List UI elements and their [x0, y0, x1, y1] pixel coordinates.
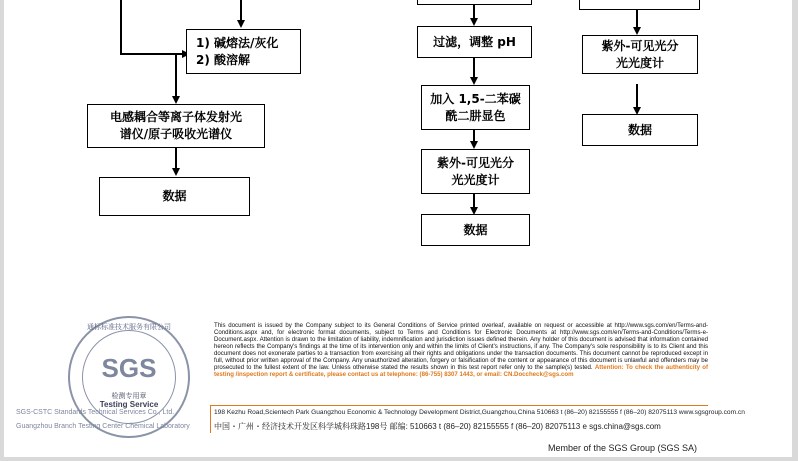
arrow-down-icon [470, 18, 478, 26]
step-data-text: 数据 [627, 122, 652, 137]
step-data-left [99, 177, 250, 216]
seal-ring-text: 通标标准技术服务有限公司 [87, 323, 171, 331]
disclaimer-text: This document is issued by the Company subject to its General Conditions of Service printed overleaf, available on request or accessible at http://www.sgs.com/en/Terms-and-Conditions.aspx and, for electronic format documents, subject to Terms and Conditions for Electronic Documents at http://www.sgs.com/en/Terms-and-Conditions/Terms-e-Document.aspx. Attention is drawn to the limitation of liability, indemnification and jurisdiction issues defined therein. Any holder of this document is advised that information contained hereon reflects the Company's findings at the time of its intervention only and within the limits of Client's instructions, if any. The Company's sole responsibility is to its Client and this document does not exonerate parties to a transaction from exercising all their rights and obligations under the transaction documents. This document cannot be reproduced except in full, without prior written approval of the Company. Any unauthorized alteration, forgery or falsification of the content or appearance of this document is unlawful and offenders may be prosecuted to the fullest extent of the law. Unless otherwise stated the results shown in this test report refer only to the sample(s) tested. [214, 322, 708, 371]
arrow-down-icon [237, 20, 245, 28]
step-data-right [582, 114, 698, 146]
arrow-down-icon [470, 141, 478, 149]
connector-line [240, 0, 242, 20]
step-instrument-icp [87, 104, 265, 148]
arrow-down-icon [470, 77, 478, 85]
attention-notice: Attention: To check the authenticity of testing /inspection report & certificate, please contact us at telephone: (86-755) 8307 1443, or email: CN.Doccheck@sgs.com [214, 364, 709, 378]
step-uv-right [582, 35, 698, 74]
step-uv-text: 紫外-可见光分 光光度计 [437, 155, 514, 187]
connector-line [473, 5, 475, 19]
footer-divider [210, 405, 708, 406]
connector-line [473, 194, 475, 208]
sgs-logo: SGS [101, 353, 157, 383]
step-data-text: 数据 [463, 222, 488, 237]
seal-company-branch: Guangzhou Branch Testing Center Chemical Laboratory [16, 423, 190, 430]
step-uv-text: 紫外-可见光分 光光度计 [601, 38, 679, 70]
footer-divider-vertical [210, 405, 211, 433]
testing-seal [68, 316, 190, 438]
step-top-right [579, 0, 700, 10]
step-instrument-text: 电感耦合等离子体发射光 谱仪/原子吸收光谱仪 [109, 110, 242, 141]
sgs-member-note: Member of the SGS Group (SGS SA) [548, 443, 698, 453]
step-digestion-text: 1) 碱熔法/灰化 2) 酸溶解 [196, 35, 279, 67]
seal-stamp-label: 检测专用章 [111, 392, 147, 400]
seal-company-en: SGS-CSTC Standards Technical Services Co., Ltd. [16, 409, 175, 416]
step-uv-middle [421, 149, 530, 194]
connector-line [175, 148, 177, 168]
arrow-down-icon [633, 27, 641, 35]
seal-service-label: Testing Service [99, 400, 159, 409]
connector-line [473, 58, 475, 78]
legal-disclaimer [214, 322, 708, 378]
connector-line [175, 53, 177, 97]
connector-line [636, 84, 638, 108]
address-chinese: 中国・广州・经济技术开发区科学城科珠路198号 邮编: 510663 t (86–20) 82155555 f (86–20) 82075113 e sgs.china@sgs.com [214, 422, 661, 431]
step-data-middle [421, 214, 530, 246]
step-filter-ph [417, 26, 532, 58]
arrow-down-icon [172, 96, 180, 104]
connector-line [120, 0, 122, 54]
step-data-text: 数据 [162, 189, 187, 203]
step-color-text: 加入 1,5-二苯碳 酰二肼显色 [430, 91, 521, 123]
step-filter-text: 过滤，调整 pH [433, 34, 516, 49]
address-english: 198 Kezhu Road,Scientech Park Guangzhou Economic & Technology Development District,Guangzhou,China 510663 t (86–20) 82155555 f (86–20) 82075113 www.sgsgroup.com.cn [214, 409, 745, 416]
connector-line [636, 10, 638, 28]
step-digestion [186, 29, 301, 74]
step-color-reagent [421, 85, 530, 130]
arrow-down-icon [172, 168, 180, 176]
